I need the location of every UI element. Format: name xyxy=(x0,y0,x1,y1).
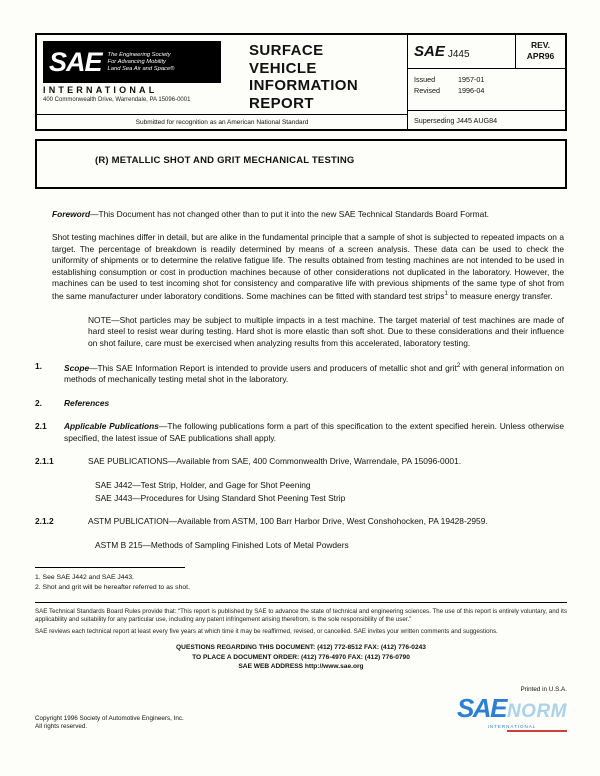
section-2-1-heading: Applicable Publications xyxy=(64,421,159,432)
doc-number-row xyxy=(408,35,565,68)
superseding-note: Superseding J445 AUG84 xyxy=(408,110,565,129)
reference-j442: SAE J442—Test Strip, Holder, and Gage for Shot Peening xyxy=(95,479,311,490)
saenorm-watermark xyxy=(456,692,567,732)
section-2-1-1-text: —Available from SAE, 400 Commonwealth Drive, Warrendale, PA 15096-0001. xyxy=(167,456,462,467)
section-2-1-2-heading: ASTM PUBLICATION xyxy=(88,516,169,527)
footer-bottom-row xyxy=(35,686,567,732)
section-2-1-1-number: 2.1.1 xyxy=(35,456,54,467)
watermark-sae-text: SAE xyxy=(456,692,506,723)
section-2-heading: References xyxy=(64,397,110,408)
foreword-label: Foreword xyxy=(52,209,91,219)
document-body xyxy=(35,209,567,551)
sae-logo xyxy=(43,41,221,83)
section-2-number: 2. xyxy=(35,397,42,408)
section-1-text-b: with general information on methods of mechanically testing metal shot in the laboratory. xyxy=(64,363,565,385)
header-top xyxy=(37,35,407,114)
international-label: INTERNATIONAL xyxy=(43,85,158,95)
section-2-1-2-number: 2.1.2 xyxy=(35,516,54,527)
foreword-paragraph xyxy=(52,209,564,220)
intro-text-b: to measure energy transfer. xyxy=(447,291,553,302)
section-1-number: 1. xyxy=(35,361,42,372)
section-2-1-2 xyxy=(35,516,564,527)
note-label: NOTE— xyxy=(88,314,120,325)
document-title: (R) METALLIC SHOT AND GRIT MECHANICAL TESTING xyxy=(95,155,355,166)
watermark-norm-text: NORM xyxy=(506,700,567,722)
legal-notice-2: SAE reviews each technical report at least every five years at which time it may be reaffirmed, revised, or cancelled. SAE invites your written comments and suggestions. xyxy=(35,628,498,636)
report-type-title xyxy=(221,41,403,112)
tagline-line3: Land Sea Air and Space® xyxy=(107,65,175,72)
web-address-line: SAE WEB ADDRESS http://www.sae.org xyxy=(238,663,364,671)
footnote-ref-1: 1 xyxy=(444,291,448,298)
header-main xyxy=(37,35,407,129)
issue-dates xyxy=(408,68,565,110)
report-type-line1: SURFACE xyxy=(249,42,324,59)
watermark-logo xyxy=(456,692,567,723)
footer-right-block xyxy=(457,686,567,732)
order-line: TO PLACE A DOCUMENT ORDER: (412) 776-4970 FAX: (412) 776-0790 xyxy=(192,653,410,661)
section-2-1-text: —The following publications form a part of this specification to the extent specified herein. Unless otherwise specified, the latest issue of SAE publications shall apply. xyxy=(64,421,564,443)
doc-number-panel xyxy=(407,35,565,129)
publisher-address: 400 Commonwealth Drive, Warrendale, PA 15096-0001 xyxy=(43,97,191,103)
ansi-note: Submitted for recognition as an American National Standard xyxy=(37,114,407,129)
footnote-2: 2. Shot and grit will be hereafter referred to as shot. xyxy=(35,583,190,591)
reference-b215: ASTM B 215—Methods of Sampling Finished Lots of Metal Powders xyxy=(95,539,349,550)
astm-publication-list xyxy=(95,540,564,551)
tagline-line1: The Engineering Society xyxy=(107,51,171,58)
reference-j443: SAE J443—Procedures for Using Standard Shot Peening Test Strip xyxy=(95,492,346,503)
questions-line: QUESTIONS REGARDING THIS DOCUMENT: (412) 772-8512 FAX: (412) 776-0243 xyxy=(176,644,426,652)
issued-label: Issued xyxy=(414,75,436,84)
sae-logo-tagline xyxy=(108,52,175,73)
report-type-line3: INFORMATION xyxy=(249,77,359,94)
doc-number xyxy=(408,35,515,68)
copyright-block xyxy=(35,715,184,732)
sae-publication-list xyxy=(95,480,564,505)
section-2-1-1-heading: SAE PUBLICATIONS xyxy=(88,456,168,467)
foreword-text: —This Document has not changed other than to put it into the new SAE Technical Standards Board Format. xyxy=(90,209,489,219)
revision-badge xyxy=(515,35,565,68)
sae-logo-text: SAE xyxy=(49,46,102,77)
doc-number-value: J445 xyxy=(447,48,470,60)
section-1-heading: Scope xyxy=(64,363,90,374)
revised-label: Revised xyxy=(414,86,440,95)
report-type-line4: REPORT xyxy=(249,94,314,112)
section-2-1-2-text: —Available from ASTM, 100 Barr Harbor Drive, West Conshohocken, PA 19428-2959. xyxy=(168,516,488,527)
watermark-red-bar xyxy=(507,730,567,732)
section-1-scope xyxy=(35,361,565,386)
publisher-block xyxy=(43,41,221,112)
section-1-text-a: —This SAE Information Report is intended to provide users and producers of metallic shot and grit xyxy=(89,363,457,374)
footnote-separator xyxy=(35,567,185,568)
document-header xyxy=(35,33,567,131)
contact-block xyxy=(35,643,567,672)
legal-notice-1: SAE Technical Standards Board Rules provide that: “This report is published by SAE to advance the state of technical and engineering sciences. The use of this report is entirely voluntary, and its applicability and suitability for any particular use, including any patent infringement arising therefrom, is the sole responsibility of the user.” xyxy=(35,608,567,624)
document-title-box xyxy=(35,139,567,189)
rev-label: REV. xyxy=(530,40,551,50)
footnote-1: 1. See SAE J442 and SAE J443. xyxy=(35,574,134,582)
rev-value: APR96 xyxy=(526,51,555,61)
report-type-line2: VEHICLE xyxy=(249,59,317,77)
doc-number-prefix: SAE xyxy=(414,43,445,60)
issued-value: 1957-01 xyxy=(458,75,485,84)
copyright-line: Copyright 1996 Society of Automotive Engineers, Inc. xyxy=(35,714,184,722)
section-2-1 xyxy=(35,421,564,444)
footnote-ref-2: 2 xyxy=(456,363,461,370)
note-paragraph xyxy=(88,315,564,349)
rights-line: All rights reserved. xyxy=(35,723,88,731)
note-text: Shot particles may be subject to multiple impacts in a test machine. The target material of test machines are made of hard steel to resist wear during testing. Hard shot is more elastic than soft shot. Due to these considerations and their influence on shot failure, care must be exercised when analyzing results from this accelerated, laboratory testing. xyxy=(88,314,564,348)
revised-value: 1996-04 xyxy=(458,86,485,95)
document-footer xyxy=(35,602,567,732)
tagline-line2: For Advancing Mobility xyxy=(107,58,166,65)
section-2-references xyxy=(35,397,564,409)
section-2-1-number: 2.1 xyxy=(35,421,47,432)
intro-text-a: Shot testing machines differ in detail, but are alike in the fundamental principle that a sample of shot is subjected to repeated impacts on a target. The percentage of breakdown is readily determined by means of a screen analysis. These data can be used to check the uniformity of shipments or to determine the relative fatigue life. The results obtained from testing machines are not intended to be used in establishing consumption or cost in production machines because of other considerations not duplicated in the laboratory. However, the machines can be used to test incoming shot for consistency and comparative life with previous shipments of the same type of shot from the same manufacturer under laboratory conditions. Some machines can be fitted with standard test strips xyxy=(52,232,564,302)
watermark-caption: INTERNATIONAL xyxy=(487,723,537,729)
intro-paragraph xyxy=(52,232,564,302)
printed-in-usa: Printed in U.S.A. xyxy=(520,685,567,693)
section-2-1-1 xyxy=(35,456,564,467)
